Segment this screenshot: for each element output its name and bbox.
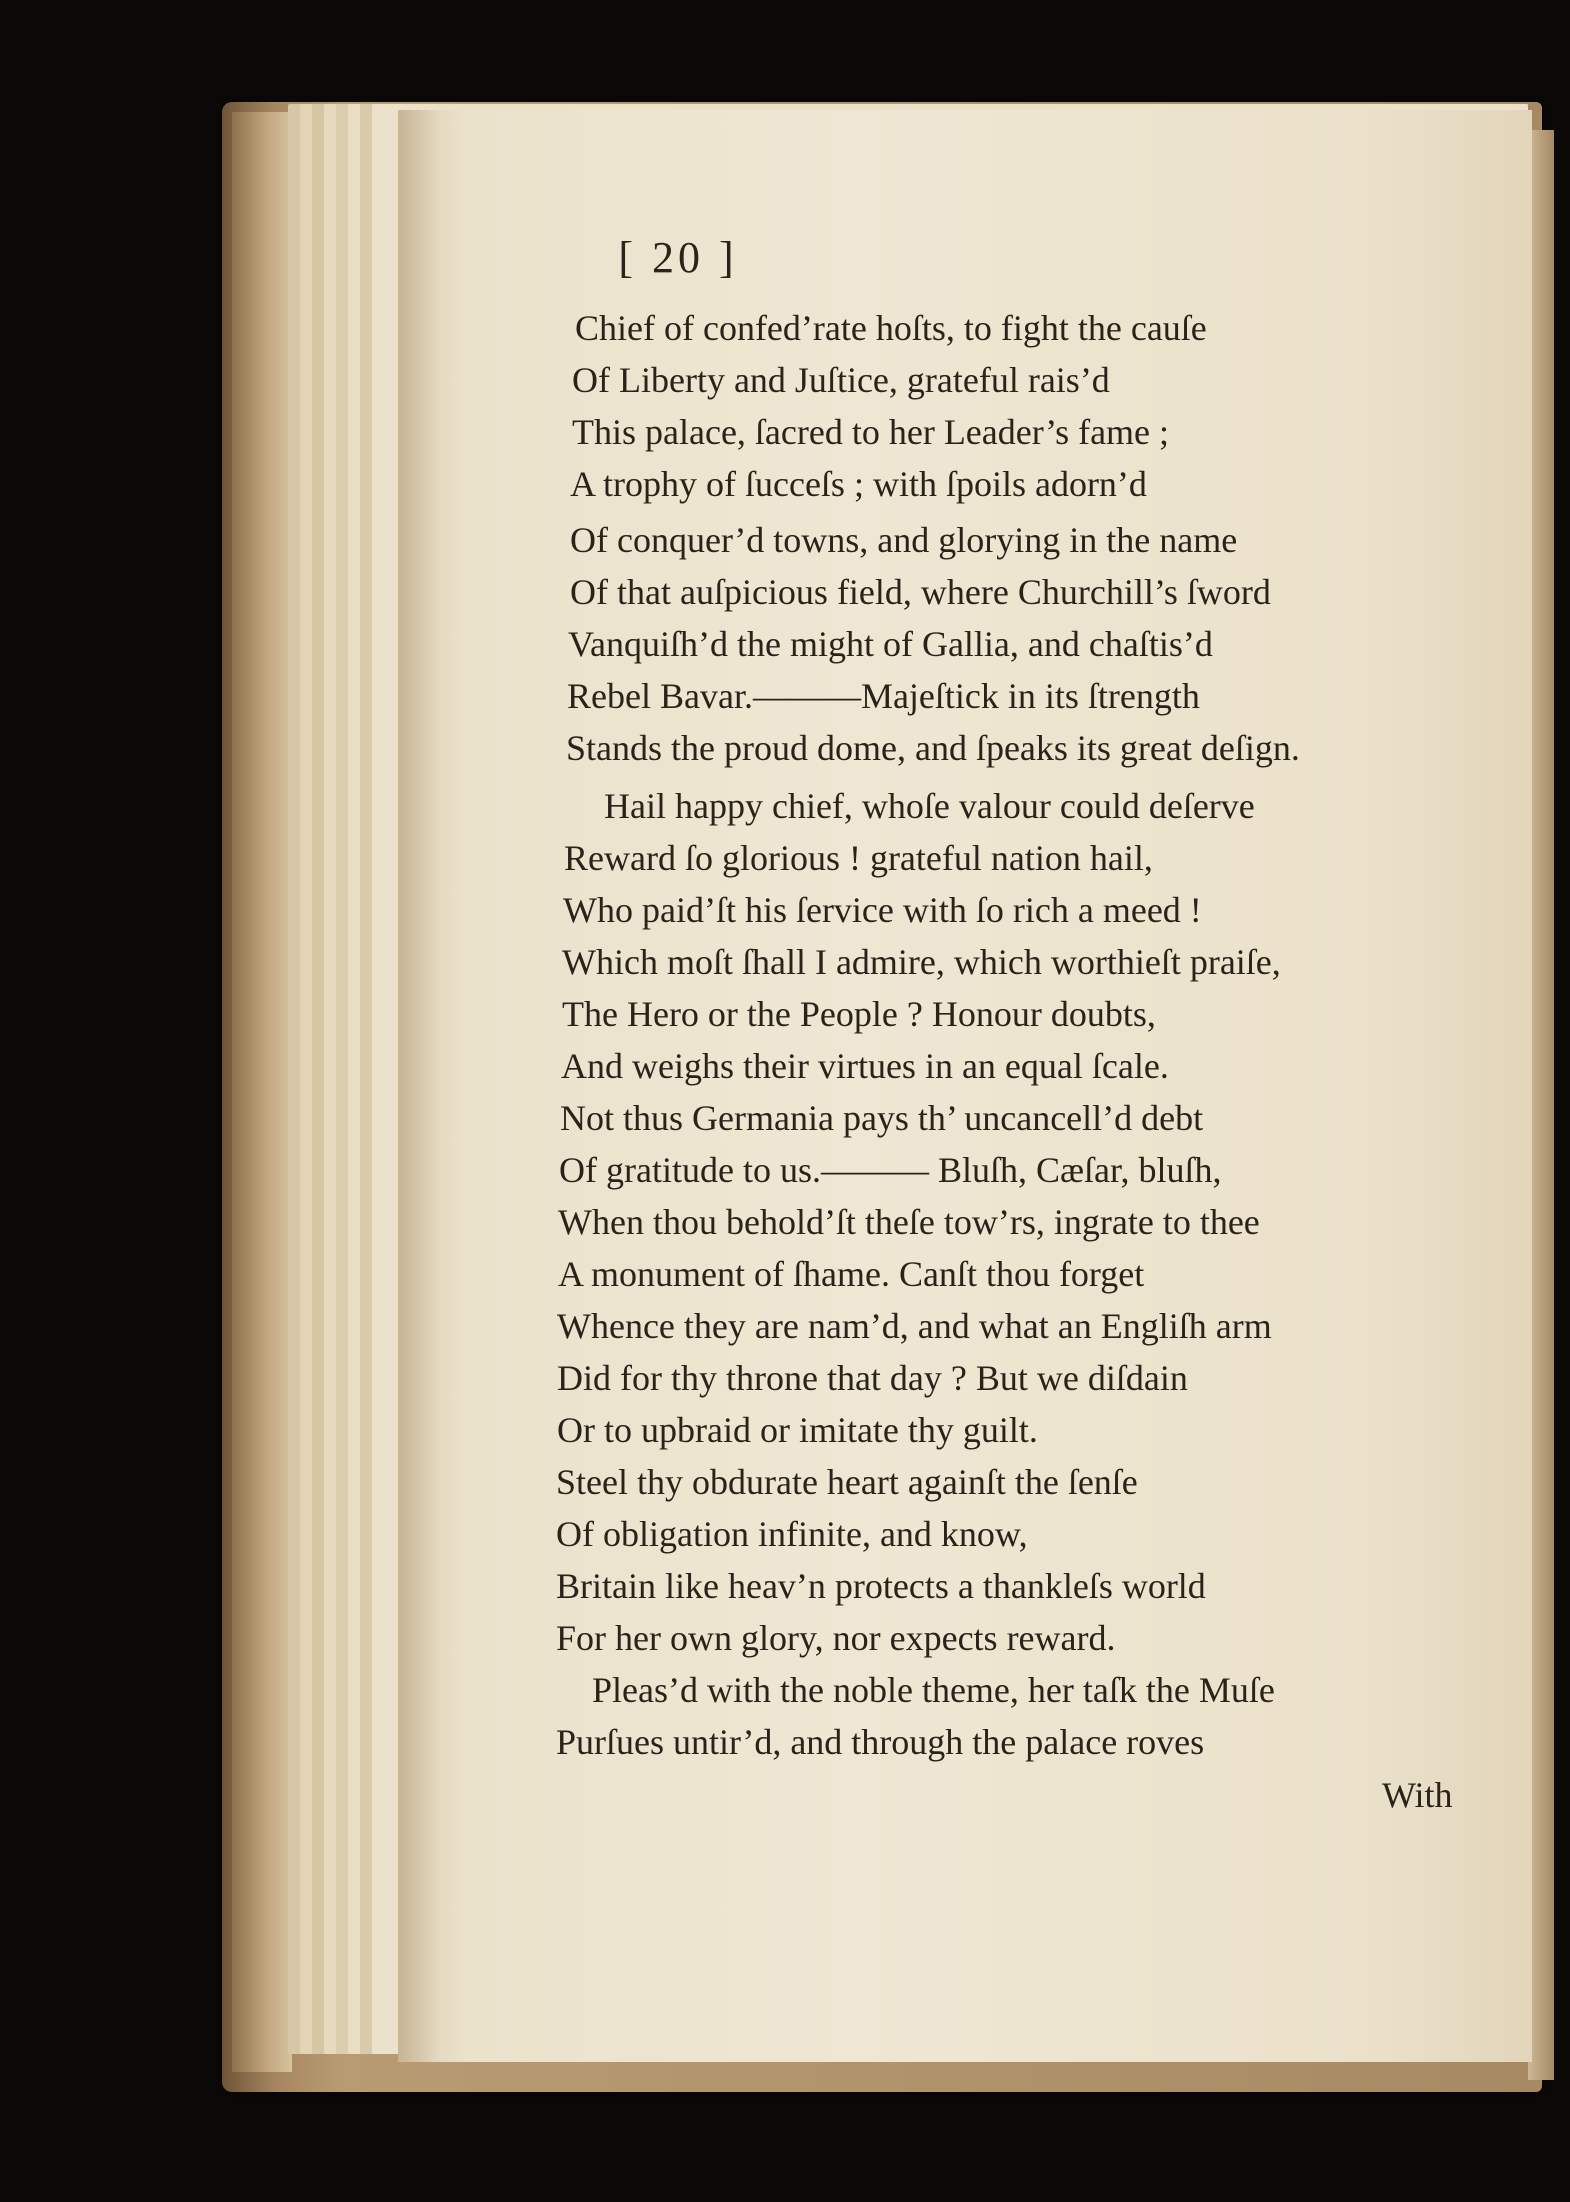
poem-line: Of obligation infinite, and know, — [556, 1514, 1028, 1554]
poem-line: Of gratitude to us.——— Bluſh, Cæſar, bluſh, — [559, 1150, 1222, 1190]
poem-line: Of that auſpicious field, where Churchill’s ſword — [570, 572, 1271, 612]
poem-line: Of conquer’d towns, and glorying in the name — [570, 520, 1238, 560]
poem-line: For her own glory, nor expects reward. — [556, 1618, 1116, 1658]
poem-line: Who paid’ſt his ſervice with ſo rich a meed ! — [563, 890, 1202, 930]
poem-line: This palace, ſacred to her Leader’s fame ; — [572, 412, 1170, 452]
poem-line: A trophy of ſucceſs ; with ſpoils adorn’d — [570, 464, 1147, 504]
poem-line: Pleas’d with the noble theme, her taſk the Muſe — [592, 1670, 1275, 1710]
poem-line: Which moſt ſhall I admire, which worthieſt praiſe, — [562, 942, 1281, 982]
page-number: [ 20 ] — [618, 233, 738, 282]
poem-line: Stands the proud dome, and ſpeaks its great deſign. — [566, 728, 1300, 768]
poem-line: Whence they are nam’d, and what an Engliſh arm — [557, 1306, 1272, 1346]
poem-line: When thou behold’ſt theſe tow’rs, ingrate to thee — [558, 1202, 1260, 1242]
poem-line: Purſues untir’d, and through the palace roves — [556, 1722, 1205, 1762]
poem-line: A monument of ſhame. Canſt thou forget — [558, 1254, 1145, 1294]
poem-line: Reward ſo glorious ! grateful nation hail, — [564, 838, 1153, 878]
poem-line: Steel thy obdurate heart againſt the ſenſe — [556, 1462, 1138, 1502]
poem-line: Not thus Germania pays th’ uncancell’d debt — [560, 1098, 1204, 1138]
poem-line: Or to upbraid or imitate thy guilt. — [557, 1410, 1038, 1450]
poem-line: And weighs their virtues in an equal ſcale. — [561, 1046, 1169, 1086]
poem-line: Did for thy throne that day ? But we diſdain — [557, 1358, 1188, 1398]
poem-line: Vanquiſh’d the might of Gallia, and chaſtis’d — [568, 624, 1213, 664]
poem-line: Hail happy chief, whoſe valour could deſerve — [604, 786, 1255, 826]
catchword: With — [1382, 1775, 1453, 1815]
poem-line: Of Liberty and Juſtice, grateful rais’d — [572, 360, 1110, 400]
poem-line: The Hero or the People ? Honour doubts, — [562, 994, 1156, 1034]
poem-line: Rebel Bavar.———Majeſtick in its ſtrength — [567, 676, 1200, 716]
poem-line: Britain like heav’n protects a thankleſs world — [556, 1566, 1206, 1606]
poem-line: Chief of confed’rate hoſts, to fight the cauſe — [575, 308, 1207, 348]
